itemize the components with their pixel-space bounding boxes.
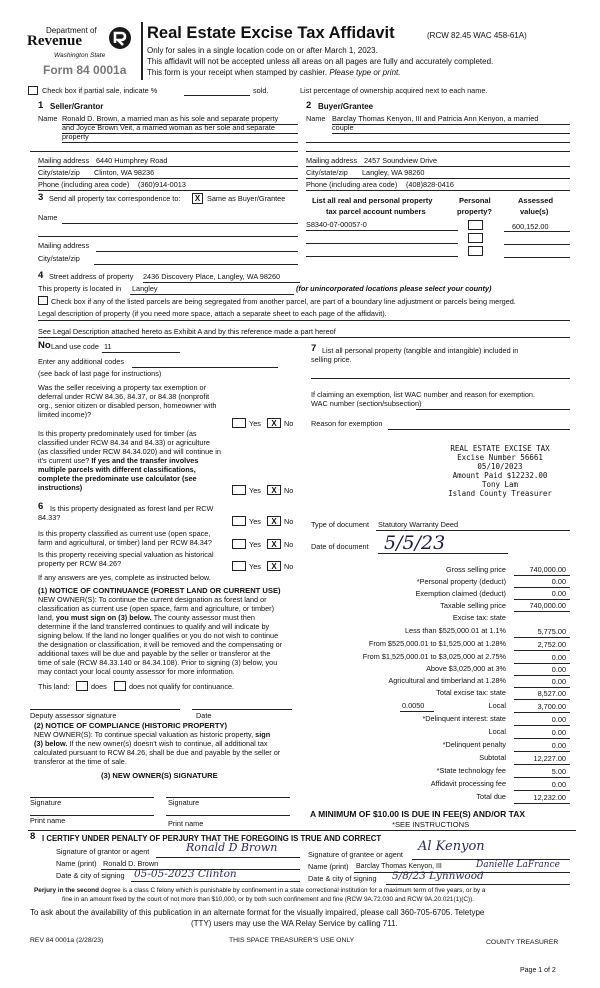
section-1-number: 1 (38, 100, 44, 111)
tier-3-amount[interactable]: 0.00 (551, 653, 566, 662)
calc-rule-13 (514, 738, 570, 739)
stamp-line-1: REAL ESTATE EXCISE TAX (450, 444, 550, 453)
personal-property-checkbox-1[interactable] (468, 220, 483, 230)
land-does-not-checkbox[interactable] (114, 681, 126, 691)
owner-print-line-2[interactable] (166, 815, 290, 816)
same-as-buyer-label: Same as Buyer/Grantee (207, 194, 286, 203)
section-8-number: 8 (30, 831, 36, 842)
deputy-date-line[interactable] (192, 709, 292, 710)
doc-type[interactable]: Statutory Warranty Deed (378, 520, 459, 529)
total-state-amount[interactable]: 8,527.00 (537, 689, 566, 698)
tier-5-label: Agricultural and timberland at 1.28% (388, 676, 506, 685)
property-location[interactable]: Langley (132, 284, 158, 293)
logo-dept-text: Department of (46, 26, 97, 35)
seller-city[interactable]: Clinton, WA 98236 (94, 168, 155, 177)
doc-date-label: Date of document (311, 542, 369, 551)
seller-name-rule-3 (62, 142, 298, 143)
buyer-phone-label: Phone (including area code) (306, 180, 398, 189)
calc-rule-4 (514, 611, 570, 612)
q-timber-4: it's current use? If yes and the transfer involves (38, 456, 199, 465)
calc-rule-11 (514, 712, 570, 713)
notice-continuance-title: (1) NOTICE OF CONTINUANCE (FOREST LAND OR CURRENT USE) (38, 586, 281, 595)
tier-1-amount[interactable]: 5,775.00 (537, 627, 566, 636)
corr-city-line[interactable] (94, 264, 298, 265)
correspondence-label: Send all property tax correspondence to: (49, 194, 181, 203)
doc-type-label: Type of document (311, 520, 370, 529)
section-3-number: 3 (38, 192, 44, 203)
personal-property-checkbox-3[interactable] (468, 246, 483, 256)
location-note: (for unincorporated locations please select your county) (296, 284, 492, 293)
calc-rule-9 (514, 687, 570, 688)
buyer-name-2[interactable]: couple (332, 123, 354, 132)
calc-rule-14 (514, 751, 570, 752)
q-current-use-no: No (284, 540, 294, 549)
notice-compliance-2: (3) below. If the new owner(s) doesn't wish to continue, all additional tax (34, 739, 268, 748)
calc-rule-10 (514, 699, 570, 700)
land-does-not-label: does not qualify for continuance. (129, 682, 235, 691)
see-back-note: (see back of last page for instructions) (38, 369, 162, 378)
grantee-print-name-hw[interactable]: Danielle LaFrance (476, 860, 560, 870)
logo-mark-icon (107, 25, 133, 51)
q-exemption-2: deferral under RCW 84.36, 84.37, or 84.38 (nonprofit (38, 392, 210, 401)
deputy-signature-label: Deputy assessor signature (30, 711, 117, 720)
q-historic-1: Is this property receiving special valuation as historical (38, 550, 214, 559)
tier-4-amount[interactable]: 0.00 (551, 665, 566, 674)
q-historic-yes-checkbox[interactable] (232, 561, 246, 571)
buyer-city-rule (306, 178, 570, 179)
buyer-name-rule-1 (332, 124, 570, 125)
wac-number-line[interactable] (416, 409, 570, 410)
stamp-line-3: 05/10/2023 (477, 462, 523, 471)
assessed-value-1[interactable]: 600,152.00 (512, 222, 549, 231)
exemption-deduct-label: Exemption claimed (deduct) (415, 589, 506, 598)
new-owner-sig-title: (3) NEW OWNER(S) SIGNATURE (101, 771, 218, 780)
section-6-number: 6 (38, 501, 44, 512)
affidavit-fee-label: Affidavit processing fee (430, 779, 506, 788)
q-current-use-yes: Yes (249, 540, 261, 549)
form-revision: REV 84 0001a (2/28/23) (30, 937, 104, 944)
logo-state-text: Washington State (54, 52, 106, 59)
q-forest-no-checkbox[interactable]: X (267, 516, 281, 526)
section-1-title: Seller/Grantor (50, 102, 104, 111)
legal-description[interactable]: See Legal Description attached hereto as Exhibit A and by this reference made a part hereof (38, 327, 336, 336)
notice-compliance-3: calculated pursuant to RCW 84.26, shall be due and payable by the seller or (34, 748, 281, 757)
notice-compliance-title: (2) NOTICE OF COMPLIANCE (HISTORIC PROPERTY) (34, 721, 228, 730)
notice-continuance-6: the designation or classification, it will be removed and the compensating or (38, 640, 283, 649)
tech-fee-label: *State technology fee (436, 766, 506, 775)
q-exemption-3: org., senior citizen or disabled person, homeowner with (38, 401, 217, 410)
land-does-label: does (91, 682, 107, 691)
q-current-use-1: Is this property classified as current use (open space, (38, 529, 211, 538)
grantee-print-label: Name (print) (308, 862, 349, 871)
grantor-print-label: Name (print) (56, 859, 97, 868)
parcels-header-2a: Personal (459, 196, 491, 205)
section-7-number: 7 (311, 343, 317, 354)
stamp-line-4: Amount Paid $12232.00 (452, 471, 548, 480)
corr-name-label: Name (38, 213, 58, 222)
local-rate[interactable]: 0.0050 (402, 701, 425, 710)
total-due-amount[interactable]: 12,232.00 (533, 793, 566, 802)
q-historic-no-checkbox[interactable]: X (267, 561, 281, 571)
calc-rule-3 (514, 599, 570, 600)
notice-continuance-7: additional taxes will be due and payable by the seller or transferor at the (38, 649, 271, 658)
total-state-label: Total excise tax: state (436, 688, 506, 697)
seller-name-2[interactable]: and Joyce Brown Veit, a married woman as her sole and separate (62, 123, 275, 132)
buyer-phone-rule (306, 190, 570, 191)
page-number: Page 1 of 2 (520, 967, 556, 974)
seller-name-rule-4 (30, 151, 298, 152)
doc-date[interactable]: 5/5/23 (384, 532, 446, 554)
grantee-date-rule (386, 884, 570, 885)
partial-sale-checkbox[interactable] (28, 86, 38, 95)
seller-name-1[interactable]: Ronald D. Brown, a married man as his sole and separate property (62, 114, 279, 123)
tier-2-amount[interactable]: 2,752.00 (537, 640, 566, 649)
calc-rule-12 (514, 725, 570, 726)
calc-rule-6 (514, 650, 570, 651)
gross-label: Gross selling price (445, 565, 506, 574)
perjury-line-2: fine in an amount fixed by the court of not more than $10,000, or by both such confinement and fine (RCW 9A.72.030 and RCW 9A.20.021(1)(C)). (62, 896, 475, 903)
value-rule-3 (504, 257, 570, 258)
same-as-buyer-checkbox[interactable]: X (192, 193, 203, 204)
q-forest-1: Is this property designated as forest land per RCW (50, 504, 214, 513)
subtotal-amount[interactable]: 12,227.00 (533, 754, 566, 763)
seller-name-rule-1 (62, 124, 298, 125)
alt-format-1: To ask about the availability of this publication in an alternate format for the visually impaired, please call 360-705-6705. Teletype (30, 908, 485, 917)
seller-city-rule (38, 178, 298, 179)
legal-desc-label: Legal description of property (if you need more space, attach a separate sheet to each page of the affidavit). (38, 309, 387, 318)
personal-deduct-label: *Personal property (deduct) (416, 577, 506, 586)
header-line-2: This affidavit will not be accepted unless all areas on all pages are fully and accurately completed. (147, 57, 494, 66)
value-rule-2 (504, 244, 570, 245)
notice-continuance-8: time of sale (RCW 84.33.140 or 84.34.108). Prior to signing (3) below, you (38, 658, 278, 667)
buyer-name-label: Name (306, 114, 326, 123)
seller-phone[interactable]: (360)914-0013 (138, 180, 186, 189)
subtotal-label: Subtotal (479, 753, 506, 762)
q-timber-3: (as classified under RCW 84.34.020) and will continue in (38, 447, 221, 456)
header-line-3: This form is your receipt when stamped by cashier. Please type or print. (147, 68, 401, 77)
parcels-header-1b: tax parcel account numbers (326, 207, 426, 216)
q-timber-5: multiple parcels with different classifications, (38, 465, 196, 474)
section-4-number: 4 (38, 270, 44, 281)
exemption-label-1: If claiming an exemption, list WAC number and reason for exemption. (311, 390, 536, 399)
seller-mail-label: Mailing address (38, 156, 90, 165)
doc-type-rule (376, 530, 570, 531)
seller-mail[interactable]: 6440 Humphrey Road (96, 156, 168, 165)
reason-line[interactable] (388, 429, 570, 430)
buyer-mail[interactable]: 2457 Soundview Drive (364, 156, 438, 165)
notice-continuance-5: signing below. If the land no longer qualifies or you do not wish to continue (38, 631, 279, 640)
value-rule-1 (504, 231, 570, 232)
q-timber-no: No (284, 486, 294, 495)
q-current-use-yes-checkbox[interactable] (232, 539, 246, 549)
this-land-label: This land: (38, 682, 70, 691)
partial-percent-line[interactable] (184, 95, 250, 96)
certify-statement: I CERTIFY UNDER PENALTY OF PERJURY THAT THE FOREGOING IS TRUE AND CORRECT (42, 834, 382, 843)
grantee-date-city[interactable]: 5/8/23 Lynnwood (392, 870, 484, 882)
delinquent-interest-label: *Delinquent interest: state (422, 714, 506, 723)
calc-rule-2 (514, 587, 570, 588)
owner-sig-label-1: Signature (30, 798, 62, 807)
q-forest-yes: Yes (249, 517, 261, 526)
section-2-number: 2 (306, 100, 312, 111)
notice-compliance-1: NEW OWNER(S): To continue special valuation as historic property, sign (34, 730, 271, 739)
q-exemption-no-checkbox[interactable]: X (267, 418, 281, 428)
grantee-sig-label: Signature of grantee or agent (308, 850, 403, 859)
seller-phone-label: Phone (including area code) (38, 180, 130, 189)
gross-amount[interactable]: 740,000.00 (529, 565, 566, 574)
personal-property-label-1: List all personal property (tangible and intangible) included in (322, 346, 519, 355)
parcels-header-2b: property? (457, 207, 493, 216)
personal-deduct-amount[interactable]: 0.00 (551, 577, 566, 586)
doc-date-rule (378, 553, 508, 554)
total-due-label: Total due (476, 792, 506, 801)
section-2-title: Buyer/Grantee (318, 102, 374, 111)
buyer-city-label: City/state/zip (306, 168, 348, 177)
logo-revenue-text: Revenue (27, 33, 82, 49)
header-line-1: Only for sales in a single location code on or after March 1, 2023. (147, 46, 378, 55)
reason-label: Reason for exemption (311, 419, 383, 428)
tier-4-label: Above $3,025,000 at 3% (426, 664, 506, 673)
local-label: Local (488, 701, 506, 710)
tier-5-amount[interactable]: 0.00 (551, 677, 566, 686)
corr-city-label: City/state/zip (38, 254, 80, 263)
calc-rule-1 (514, 575, 570, 576)
notice-continuance-3: land, you must sign on (3) below. The county assessor must then (38, 613, 255, 622)
q-historic-yes: Yes (249, 562, 261, 571)
q-timber-yes: Yes (249, 486, 261, 495)
calc-rule-8 (514, 675, 570, 676)
parcels-header-3a: Assessed (518, 196, 554, 205)
personal-property-checkbox-2[interactable] (468, 233, 483, 243)
q-timber-7: instructions) (38, 483, 83, 492)
q-forest-yes-checkbox[interactable] (232, 516, 246, 526)
calc-rule-17 (514, 790, 570, 791)
calc-rule-16 (514, 777, 570, 778)
parcel-rule-1 (306, 230, 458, 231)
section-8-rule (28, 830, 576, 831)
county-treasurer-label: COUNTY TREASURER (486, 939, 559, 946)
q-timber-no-checkbox[interactable]: X (267, 485, 281, 495)
calc-rule-rate (400, 711, 434, 712)
notice-continuance-1: NEW OWNER(S): To continue the current designation as forest land or (38, 595, 267, 604)
buyer-name-1[interactable]: Barclay Thomas Kenyon, III and Patricia Ann Kenyon, a married (332, 114, 539, 123)
corr-name-line[interactable] (62, 223, 298, 224)
minimum-notice: A MINIMUM OF $10.00 IS DUE IN FEE(S) AND/OR TAX (310, 809, 526, 819)
land-use-rule (102, 352, 180, 353)
affidavit-fee-amount[interactable]: 0.00 (551, 780, 566, 789)
parcel-rule-3 (306, 256, 458, 257)
q-forest-no: No (284, 517, 294, 526)
stamp-line-5: Tony Lam (481, 480, 519, 489)
grantor-signature[interactable]: Ronald D Brown (186, 841, 278, 854)
q-timber-yes-checkbox[interactable] (232, 485, 246, 495)
notice-continuance-9: may contact your local county assessor for more information. (38, 667, 235, 676)
delinquent-penalty-label: *Delinquent penalty (442, 740, 506, 749)
grantee-print-name[interactable]: Barclay Thomas Kenyon, III (356, 863, 442, 870)
excise-state-label: Excise tax: state (452, 613, 506, 622)
q-forest-2: 84.33? (38, 513, 61, 522)
q-exemption-yes: Yes (249, 419, 261, 428)
form-number: Form 84 0001a (43, 63, 127, 77)
grantee-date-label: Date & city of signing (308, 874, 377, 883)
taxable-amount[interactable]: 740,000.00 (529, 601, 566, 610)
calc-rule-7 (514, 663, 570, 664)
land-use-code[interactable]: 11 (104, 342, 112, 351)
seller-name-label: Name (38, 114, 58, 123)
additional-codes-line[interactable] (132, 367, 278, 368)
parcels-header-3b: value(s) (520, 207, 549, 216)
if-yes-note: If any answers are yes, complete as instructed below. (38, 573, 211, 582)
corr-name-rule-2 (38, 236, 298, 237)
buyer-mail-label: Mailing address (306, 156, 358, 165)
notice-continuance-4: determine if the land transferred continues to qualify and will indicate by (38, 622, 270, 631)
street-label: Street address of property (49, 272, 134, 281)
calc-rule-15 (514, 764, 570, 765)
grantor-sig-label: Signature of grantor or agent (56, 847, 150, 856)
q-timber-1: Is this property predominately used for timber (as (38, 429, 197, 438)
delinquent-local-label: Local (488, 727, 506, 736)
q-current-use-no-checkbox[interactable]: X (267, 539, 281, 549)
owner-sig-label-2: Signature (168, 798, 200, 807)
owner-print-label-1: Print name (30, 816, 66, 825)
grantor-date-label: Date & city of signing (56, 871, 125, 880)
grantor-print-name[interactable]: Ronald D. Brown (103, 859, 159, 868)
deputy-signature-line[interactable] (30, 709, 180, 710)
corr-mail-label: Mailing address (38, 241, 90, 250)
notice-continuance-2: classification as current use (open space, farm and agriculture, or timber) (38, 604, 275, 613)
partial-sale-label: Check box if partial sale, indicate % (42, 86, 158, 95)
tier-2-label: From $525,000.01 to $1,525,000 at 1.28% (368, 639, 506, 648)
calc-rule-18 (514, 803, 570, 804)
buyer-name-rule-3 (306, 142, 570, 143)
delinquent-local-amount[interactable]: 0.00 (551, 728, 566, 737)
parcel-rule-2 (306, 243, 458, 244)
exemption-label-2: WAC number (section/subsection) (311, 399, 422, 408)
stamp-line-6: Island County Treasurer (448, 489, 552, 498)
q-current-use-2: farm and agricultural, or timber) land per RCW 84.34? (38, 538, 212, 547)
parcels-header-1a: List all real and personal property (312, 196, 433, 205)
q-exemption-yes-checkbox[interactable] (232, 418, 246, 428)
tier-3-label: From $1,525,000.01 to $3,025,000 at 2.75% (362, 652, 506, 661)
tech-fee-amount[interactable]: 5.00 (551, 767, 566, 776)
perjury-line-1: Perjury in the second degree is a class C felony which is punishable by confinement in a state correctional institution for a maximum term of five years, or by a (34, 887, 486, 894)
grantor-sig-rule (156, 857, 300, 858)
parcel-number-1[interactable]: S8340-07-00057-0 (306, 220, 367, 229)
stamp-line-2: Excise Number 56661 (457, 453, 543, 462)
additional-codes-label: Enter any additional codes (38, 357, 124, 366)
q-timber-6: complete the predominate use calculator (see (38, 474, 197, 483)
form-rcw: (RCW 82.45 WAC 458-61A) (427, 31, 527, 40)
personal-property-label-2: selling price. (311, 355, 352, 364)
buyer-mail-rule (306, 166, 570, 167)
land-does-checkbox[interactable] (76, 681, 88, 691)
see-instructions: *SEE INSTRUCTIONS (392, 820, 470, 829)
q-timber-2: classified under RCW 84.34 and 84.33) or agriculture (38, 438, 210, 447)
seller-city-label: City/state/zip (38, 168, 80, 177)
partial-sold-label: sold. (253, 86, 269, 95)
alt-format-2: (TTY) users may use the WA Relay Service by calling 711. (191, 919, 398, 928)
segregation-label: Check box if any of the listed parcels are being segregated from another parcel, are part of a boundary line adjustment or parcels being merged. (51, 297, 516, 306)
buyer-name-rule-4 (306, 151, 570, 152)
owner-print-label-2: Print name (168, 819, 204, 828)
street-rule (143, 282, 300, 283)
grantor-date-rule (131, 881, 300, 882)
personal-property-line-1[interactable] (311, 378, 570, 379)
q-exemption-no: No (284, 419, 294, 428)
buyer-city[interactable]: Langley, WA 98260 (362, 168, 425, 177)
buyer-name-rule-2 (332, 133, 570, 134)
q-historic-no: No (284, 562, 294, 571)
notice-compliance-4: transferor at the time of sale. (34, 757, 127, 766)
seller-mail-rule (38, 166, 298, 167)
q-exemption-1: Was the seller receiving a property tax exemption or (38, 383, 207, 392)
seller-name-rule-2 (62, 133, 298, 134)
q-historic-2: property per RCW 84.26? (38, 559, 122, 568)
header-divider (141, 22, 143, 80)
legal-rule-1 (38, 320, 570, 321)
deputy-date-label: Date (196, 711, 212, 720)
location-label: This property is located in (38, 284, 122, 293)
segregation-checkbox[interactable] (38, 296, 48, 305)
seller-phone-rule (38, 190, 298, 191)
land-use-label: Land use code (51, 342, 99, 351)
ownership-note: List percentage of ownership acquired next to each name. (300, 86, 488, 95)
tier-1-label: Less than $525,000.01 at 1.1% (404, 626, 506, 635)
taxable-label: Taxable selling price (440, 601, 506, 610)
treasurer-use-label: THIS SPACE TREASURER'S USE ONLY (229, 937, 355, 944)
delinquent-interest-amount[interactable]: 0.00 (551, 715, 566, 724)
property-street[interactable]: 2436 Discovery Place, Langley, WA 98260 (143, 272, 281, 281)
q-exemption-4: limited income)? (38, 410, 92, 419)
location-rule (130, 294, 294, 295)
form-title: Real Estate Excise Tax Affidavit (147, 24, 395, 42)
section-5-number: No (38, 340, 51, 351)
delinquent-penalty-amount[interactable]: 0.00 (551, 741, 566, 750)
buyer-phone[interactable]: (408)828-0416 (406, 180, 454, 189)
seller-name-3[interactable]: property (62, 132, 89, 141)
grantor-date-city[interactable]: 05-05-2023 Clinton (134, 868, 237, 880)
calc-rule-5 (514, 637, 570, 638)
legal-rule-2 (38, 337, 570, 338)
local-amount[interactable]: 3,700.00 (537, 702, 566, 711)
exemption-deduct-amount[interactable]: 0.00 (551, 589, 566, 598)
grantee-signature[interactable]: Al Kenyon (418, 839, 485, 854)
corr-mail-line[interactable] (96, 251, 298, 252)
